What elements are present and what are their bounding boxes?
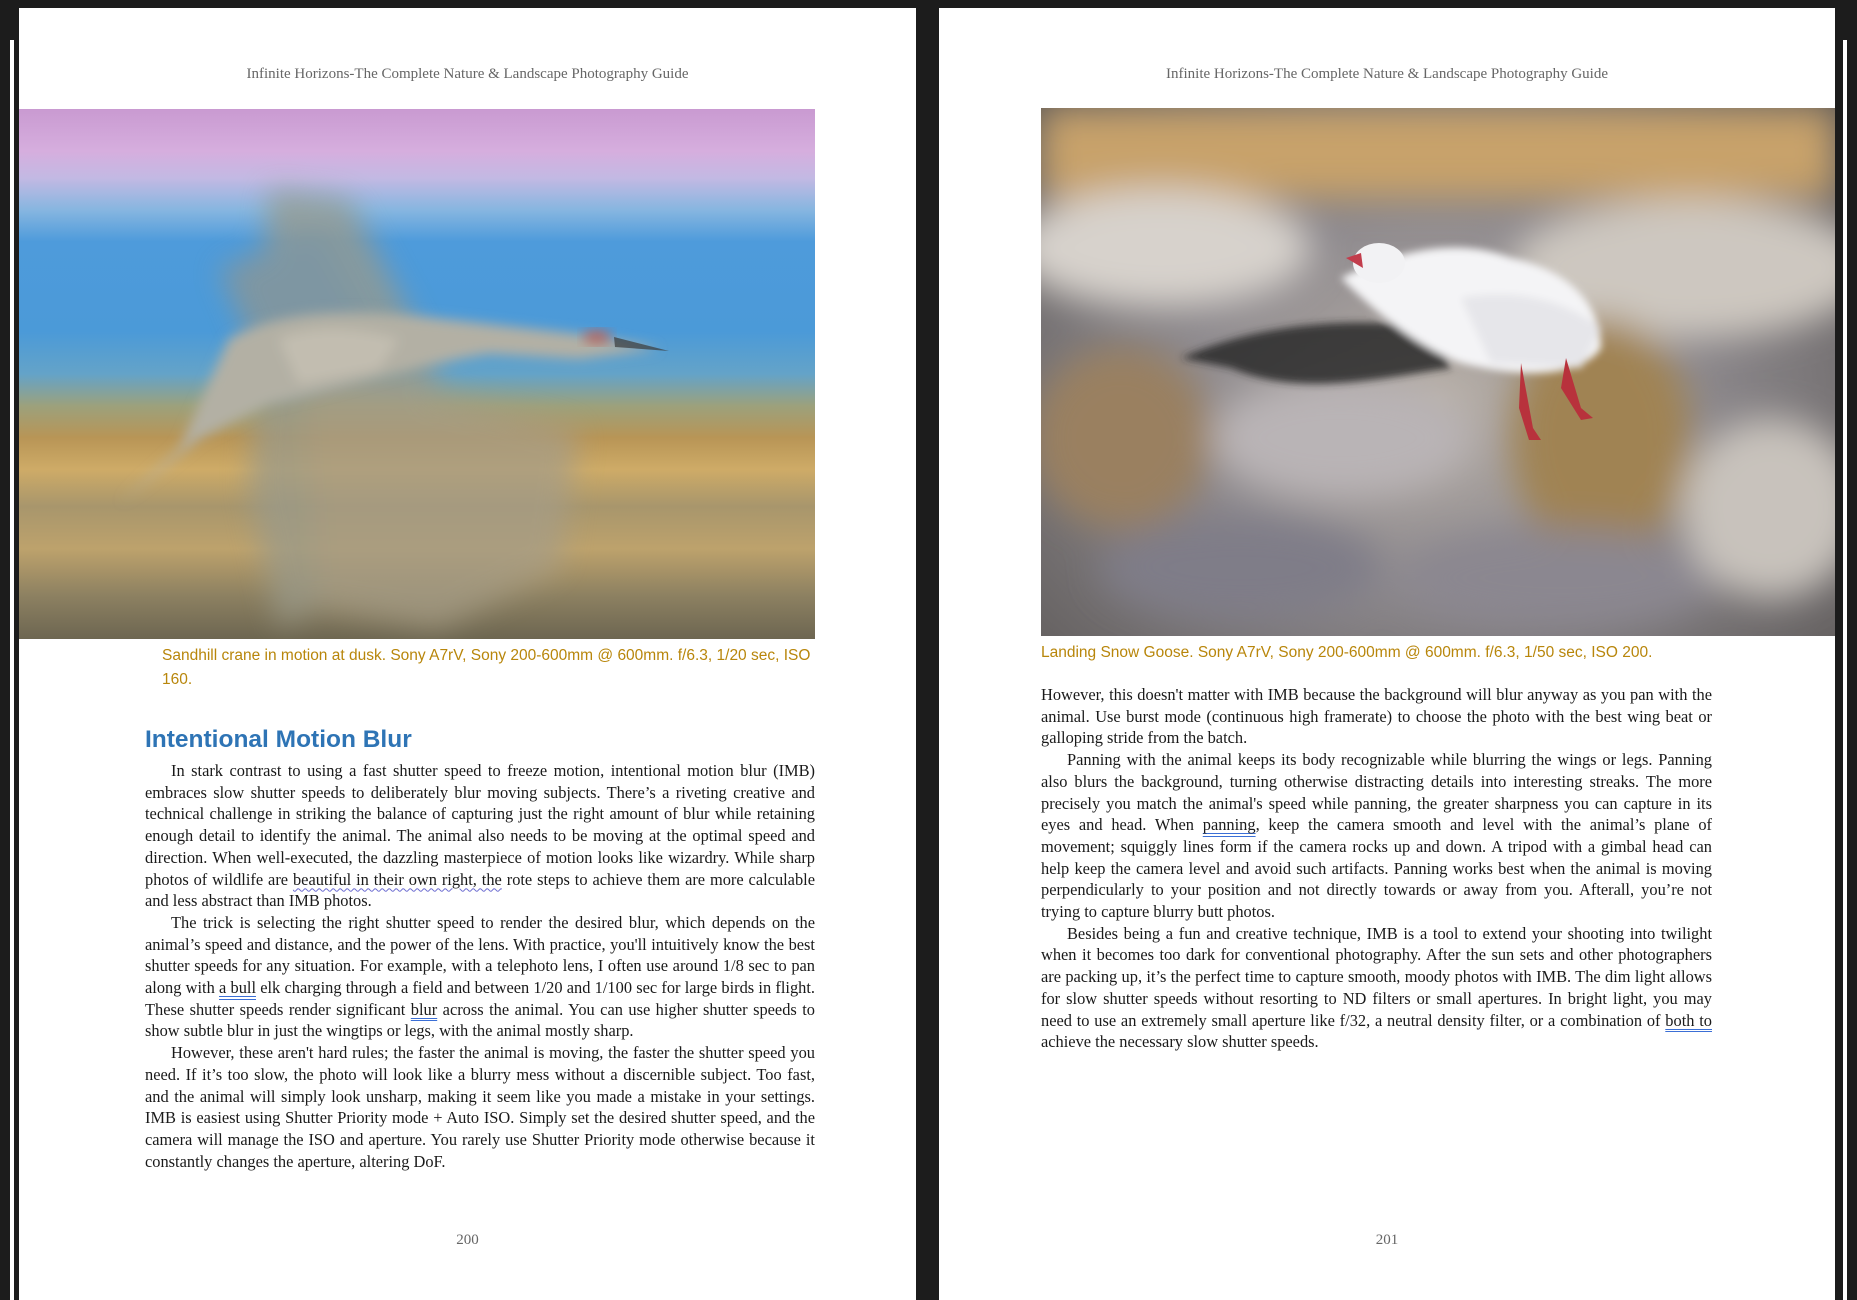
goose-photo-art: [1041, 108, 1835, 636]
page-stack-edge-right: [1843, 40, 1847, 1300]
page-number: 200: [456, 1232, 479, 1248]
paragraph: However, this doesn't matter with IMB because the background will blur anyway as you pan with the animal. Use burst mode (continuous high framerate) to choose the photo with the best wing beat or galloping stride from the batch.: [1041, 685, 1712, 748]
section-heading: Intentional Motion Blur: [145, 726, 412, 753]
page-200[interactable]: [19, 8, 916, 1300]
text-run: rote steps to achieve them are more calculable and less abstract than IMB photos.: [145, 869, 815, 911]
running-header: Infinite Horizons-The Complete Nature & Landscape Photography Guide: [1166, 66, 1608, 82]
right-body-text: [1041, 684, 1712, 1053]
text-run: achieve the necessary slow shutter speeds.: [1041, 1032, 1319, 1052]
goose-photo-caption: Landing Snow Goose. Sony A7rV, Sony 200-600mm @ 600mm. f/6.3, 1/50 sec, ISO 200.: [1041, 644, 1653, 661]
page-number: 201: [1375, 1232, 1399, 1248]
grammar-flag[interactable]: both to: [1665, 1010, 1712, 1030]
goose-photo: [1041, 108, 1835, 636]
crane-photo-caption: Sandhill crane in motion at dusk. Sony A7rV, Sony 200-600mm @ 600mm. f/6.3, 1/20 sec, ISO 160.: [162, 647, 811, 688]
left-body-text: [145, 760, 815, 1172]
crane-photo: [19, 109, 815, 639]
text-run: In stark contrast to using a fast shutter speed to freeze motion, intentional motion blur (IMB) embraces slow shutter speeds to deliberately blur moving subjects. There’s a riveting creative and technical challenge in striking the balance of capturing just the right amount of blur while retaining enough detail to identify the animal. The animal also needs to be moving at the optimal speed and direction. When well-executed, the dazzling masterpiece of motion looks like wizardry. While sharp photos of wildlife are: [145, 761, 815, 889]
running-header: Infinite Horizons-The Complete Nature & Landscape Photography Guide: [246, 66, 689, 82]
grammar-flag[interactable]: blur: [410, 999, 438, 1019]
paragraph: [1041, 749, 1712, 923]
paragraph: [145, 760, 815, 912]
text-run: , keep the camera smooth and level with the animal’s plane of movement; squiggly lines form if the camera rocks up and down. A tripod with a gimbal head can help keep the camera level and avoid such artifacts. Panning works best when the animal is moving perpendicularly to your position and not directly towards or away from you. Afterall, you’re not trying to capture blurry butt photos.: [1041, 815, 1713, 922]
grammar-flag[interactable]: beautiful in their own right, the: [292, 869, 502, 889]
text-run: Panning with the animal keeps its body recognizable while blurring the wings or legs. Panning also blurs the background, turning otherwise distracting details into interesting streaks. The more precisely you match the animal's speed while panning, the greater sharpness you can capture in its eyes and head. When: [1041, 750, 1712, 835]
page-201[interactable]: [939, 8, 1835, 1300]
paragraph: However, these aren't hard rules; the faster the animal is moving, the faster the shutter speed you need. If it’s too slow, the photo will look like a blurry mess without a discernible subject. Too fast, and the animal will simply look unsharp, making it seem like you made a mistake in your settings. IMB is easiest using Shutter Priority mode + Auto ISO. Simply set the desired shutter speed, and the camera will manage the ISO and aperture. You rarely use Shutter Priority mode otherwise because it constantly changes the aperture, altering DoF.: [145, 1043, 815, 1171]
text-run: Besides being a fun and creative technique, IMB is a tool to extend your shooting into twilight when it becomes too dark for conventional photography. After the sun sets and other photographers are packing up, it’s the perfect time to capture smooth, moody photos with IMB. The dim light allows for slow shutter speeds without resorting to ND filters or small apertures. In bright light, you may need to use an extremely small aperture like f/32, a neutral density filter, or a combination of: [1041, 923, 1712, 1030]
page-stack-edge-left: [10, 40, 14, 1300]
text-run: across the animal. You can use higher shutter speeds to show subtle blur in just the wingtips or legs, with the animal mostly sharp.: [145, 999, 815, 1041]
paragraph: [1041, 923, 1712, 1053]
grammar-flag[interactable]: a bull: [219, 978, 256, 998]
text-run: The trick is selecting the right shutter speed to render the desired blur, which depends on the animal’s speed and distance, and the power of the lens. With practice, you'll intuitively know the best shutter speeds for any situation. For example, with a telephoto lens, I often use around 1/8 sec to pan along with: [145, 912, 815, 998]
text-run: elk charging through a field and between 1/20 and 1/100 sec for large birds in flight. These shutter speeds render significant: [145, 978, 815, 1019]
crane-photo-art: [19, 109, 815, 639]
grammar-flag[interactable]: panning: [1202, 815, 1256, 835]
paragraph: [145, 912, 815, 1042]
